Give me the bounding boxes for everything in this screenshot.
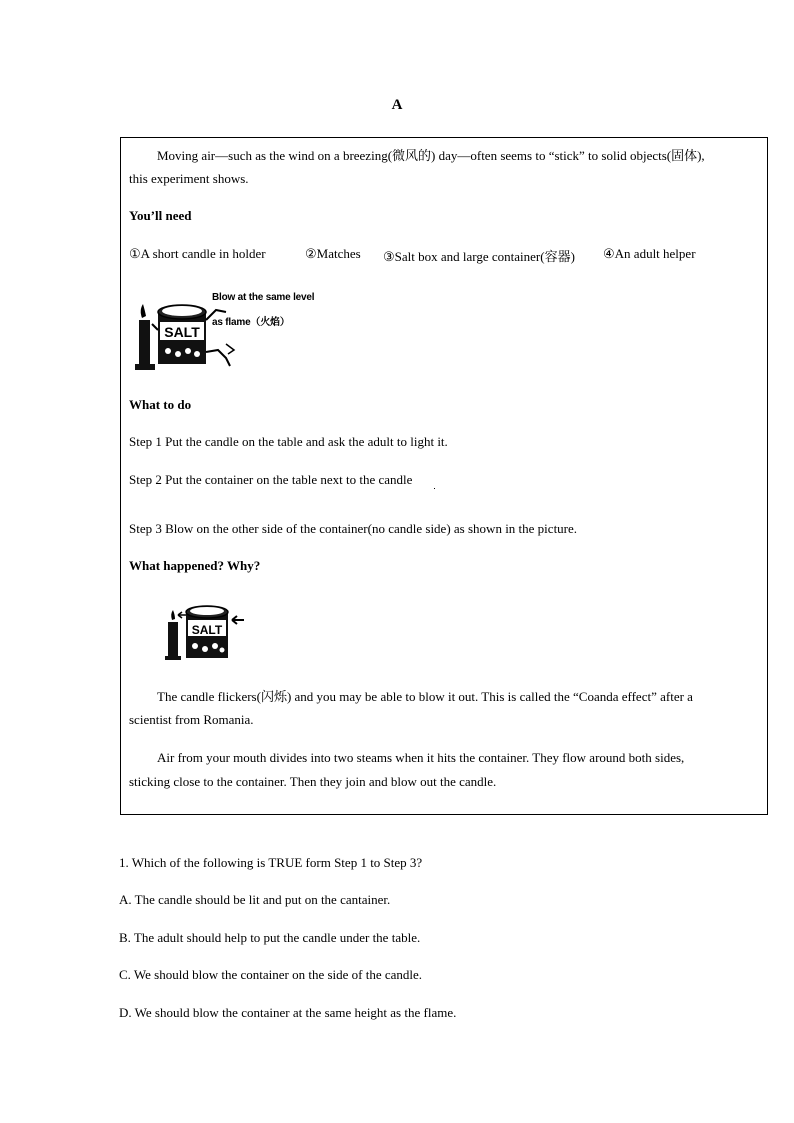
experiment-figure-2: [160, 600, 250, 664]
need-item-1: ①A short candle in holder: [129, 246, 266, 261]
salt-box-icon: [158, 305, 206, 364]
step-1: Step 1 Put the candle on the table and ask the adult to light it.: [129, 434, 448, 449]
paragraph-2-line-2: sticking close to the container. Then they join and blow out the candle.: [129, 774, 497, 789]
option-c: C. We should blow the container on the side of the candle.: [119, 967, 423, 982]
need-item-3: ③Salt box and large container(容器): [383, 249, 575, 264]
paragraph-2-line-1: Air from your mouth divides into two steams when it hits the container. They flow around both sides,: [157, 750, 685, 765]
todo-heading: What to do: [129, 397, 192, 412]
section-heading: A: [391, 97, 403, 113]
happened-heading: What happened? Why?: [129, 558, 261, 573]
salt-label: SALT: [164, 324, 200, 340]
salt-label: SALT: [191, 623, 223, 637]
need-heading: You’ll need: [129, 208, 192, 223]
need-item-2: ②Matches: [305, 246, 361, 261]
option-b: B. The adult should help to put the candle under the table.: [119, 930, 421, 945]
question-stem: 1. Which of the following is TRUE form Step 1 to Step 3?: [119, 855, 423, 870]
figure-label-line-1: Blow at the same level: [212, 292, 315, 303]
figure-label-line-2: as flame（火焰）: [212, 317, 290, 328]
candle-icon: [135, 304, 155, 370]
intro-line-2: this experiment shows.: [129, 171, 249, 186]
paragraph-1-line-1: The candle flickers(闪烁) and you may be able to blow it out. This is called the “Coanda effect” after a: [157, 689, 693, 704]
candle-icon: [165, 610, 181, 660]
option-a: A. The candle should be lit and put on the cantainer.: [119, 892, 391, 907]
stray-dot: [434, 488, 435, 489]
salt-box-icon: [186, 606, 228, 658]
paragraph-1-line-2: scientist from Romania.: [129, 712, 254, 727]
intro-line-1: Moving air—such as the wind on a breezing(微风的) day—often seems to “stick” to solid objects(固体),: [157, 148, 705, 163]
need-item-4: ④An adult helper: [603, 246, 696, 261]
option-d: D. We should blow the container at the same height as the flame.: [119, 1005, 457, 1020]
step-2: Step 2 Put the container on the table next to the candle: [129, 472, 413, 487]
step-3: Step 3 Blow on the other side of the container(no candle side) as shown in the picture.: [129, 521, 578, 536]
